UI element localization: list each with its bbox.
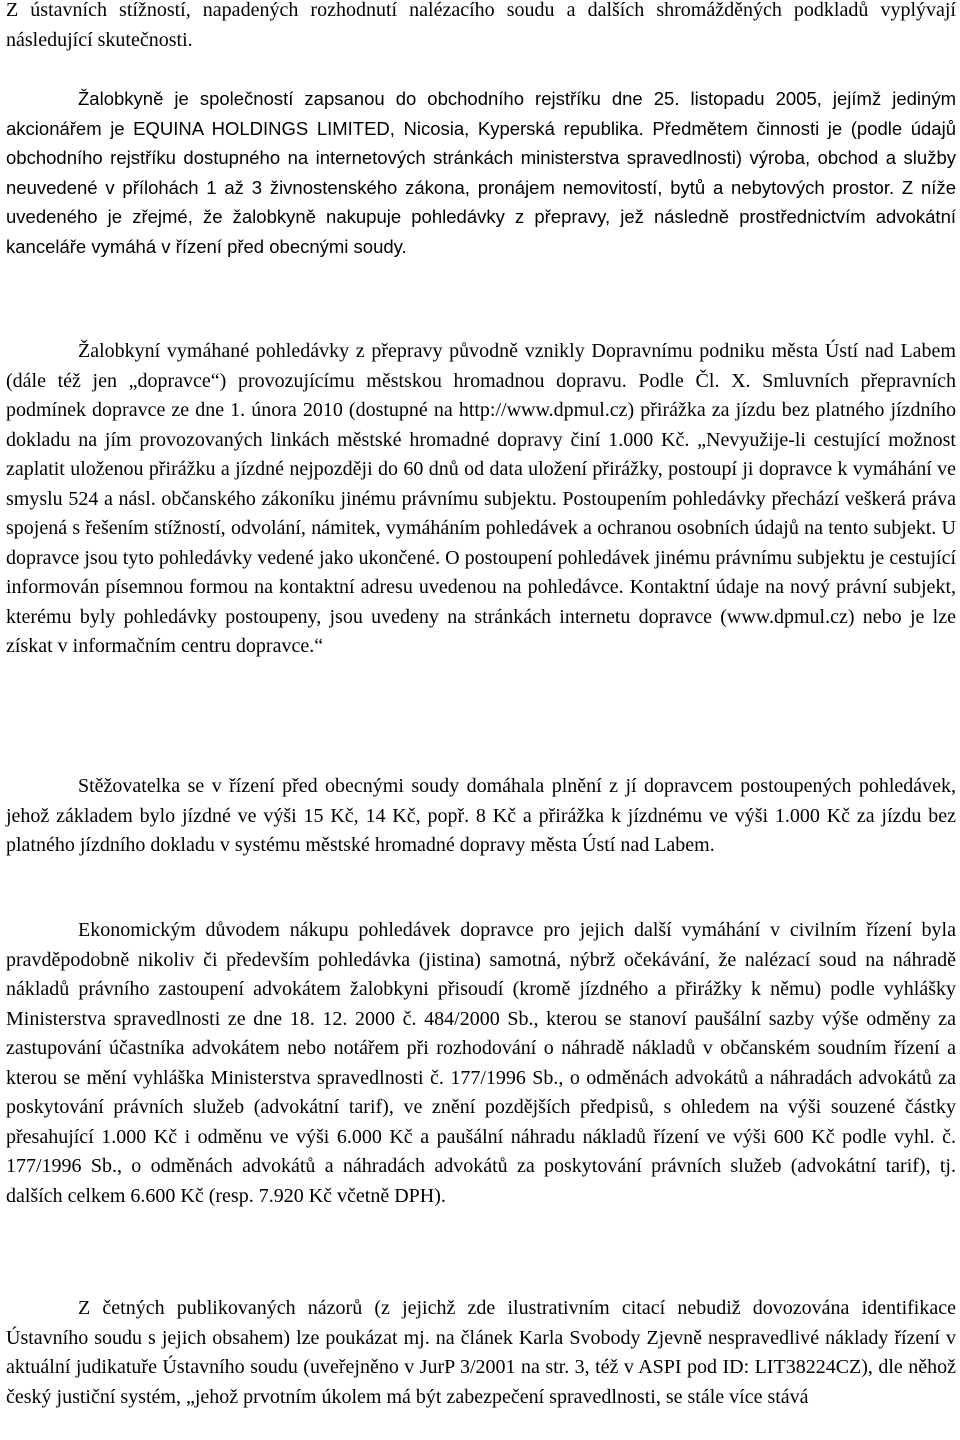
paragraph-intro: Z ústavních stížností, napadených rozhodnutí nalézacího soudu a dalších shromážděných podkladů vyplývají následující skutečnosti. — [6, 0, 956, 51]
paragraph-complainant: Stěžovatelka se v řízení před obecnými soudy domáhala plnění z jí dopravcem postoupených pohledávek, jehož základem bylo jízdné ve výši 15 Kč, 14 Kč, popř. 8 Kč a přirážka k jízdnému ve výši 1.000 Kč za jízdu bez platného jízdního dokladu v systému městské hromadné dopravy města Ústí nad Labem. — [6, 775, 956, 856]
paragraph-published-views: Z četných publikovaných názorů (z jejichž zde ilustrativním citací nebudiž dovozována identifikace Ústavního soudu s jejich obsahem) lze poukázat mj. na článek Karla Svobody Zjevně nespravedlivé náklady řízení v aktuální judikatuře Ústavního soudu (uveřejněno v JurP 3/2001 na str. 3, též v ASPI pod ID: LIT38224CZ), dle něhož český justiční systém, „jehož prvotním úkolem má být zabezpečení spravedlnosti, se stále více stává — [6, 1297, 956, 1408]
paragraph-plaintiff: Žalobkyně je společností zapsanou do obchodního rejstříku dne 25. listopadu 2005, jejímž jediným akcionářem je EQUINA HOLDINGS LIMITED, Nicosia, Kyperská republika. Předmětem činnosti je (podle údajů obchodního rejstříku dostupného na internetových stránkách ministerstva spravedlnosti) výroba, obchod a služby neuvedené v přílohách 1 až 3 živnostenského zákona, pronájem nemovitostí, bytů a nebytových prostor. Z níže uvedeného je zřejmé, že žalobkyně nakupuje pohledávky z přepravy, jež následně prostřednictvím advokátní kanceláře vymáhá v řízení před obecnými soudy. — [6, 88, 956, 257]
paragraph-claims: Žalobkyní vymáhané pohledávky z přepravy původně vznikly Dopravnímu podniku města Ústí nad Labem (dále též jen „dopravce“) provozujícímu městskou hromadnou dopravu. Podle Čl. X. Smluvních přepravních podmínek dopravce ze dne 1. února 2010 (dostupné na http://www.dpmul.cz) přirážka za jízdu bez platného jízdního dokladu na jím provozovaných linkách městské hromadné dopravy činí 1.000 Kč. „Nevyužije-li cestující možnost zaplatit uloženou přirážku a jízdné nejpozději do 60 dnů od data uložení přirážky, postoupí ji dopravce k vymáhání ve smyslu 524 a násl. občanského zákoníku jinému právnímu subjektu. Postoupením pohledávky přechází veškerá práva spojená s řešením stížností, odvolání, námitek, vymáháním pohledávek a ochranou osobních údajů na tento subjekt. U dopravce jsou tyto pohledávky vedené jako ukončené. O postoupení pohledávek jinému právnímu subjektu je cestující informován písemnou formou na kontaktní adresu uvedenou na pohledávce. Kontaktní údaje na nový právní subjekt, kterému byly pohledávky postoupeny, jsou uvedeny na stránkách internetu dopravce (www.dpmul.cz) nebo je lze získat v informačním centru dopravce.“ — [6, 340, 956, 657]
paragraph-economic-reason: Ekonomickým důvodem nákupu pohledávek dopravce pro jejich další vymáhání v civilním řízení byla pravděpodobně nikoliv či především pohledávka (jistina) samotná, nýbrž očekávání, že nalézací soud na náhradě nákladů právního zastoupení advokátem žalobkyni přisoudí (kromě jízdného a přirážky k němu) podle vyhlášky Ministerstva spravedlnosti ze dne 18. 12. 2000 č. 484/2000 Sb., kterou se stanoví paušální sazby výše odměny za zastupování účastníka advokátem nebo notářem při rozhodování o náhradě nákladů v občanském soudním řízení a kterou se mění vyhláška Ministerstva spravedlnosti č. 177/1996 Sb., o odměnách advokátů a náhradách advokátů za poskytování právních služeb (advokátní tarif), ve znění pozdějších předpisů, s ohledem na výši souzené částky přesahující 1.000 Kč i odměnu ve výši 6.000 Kč a paušální náhradu nákladů řízení ve výši 600 Kč podle vyhl. č. 177/1996 Sb., o odměnách advokátů a náhradách advokátů za poskytování právních služeb (advokátní tarif), tj. dalších celkem 6.600 Kč (resp. 7.920 Kč včetně DPH). — [6, 919, 956, 1207]
